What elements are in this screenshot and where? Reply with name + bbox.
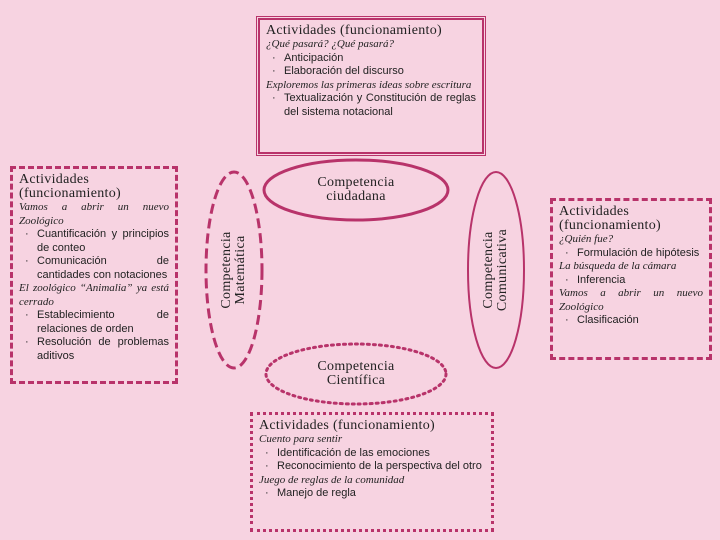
section-heading: ¿Quién fue?	[559, 233, 614, 245]
label-matematica: Competencia Matemática	[219, 231, 248, 309]
section-heading: Juego de reglas de la comunidad	[259, 473, 405, 486]
activities-box-left	[10, 166, 178, 384]
list-item: · Identificación de las emociones	[259, 447, 485, 461]
box-title: Actividades (funcionamiento)	[559, 204, 661, 233]
list-item: · Inferencia	[559, 274, 703, 288]
box-title: Actividades (funcionamiento)	[259, 418, 435, 433]
box-title: Actividades (funcionamiento)	[19, 172, 121, 201]
activities-box-top	[258, 18, 484, 154]
activities-box-bottom	[250, 412, 494, 532]
list-item: · Cuantificación y principios de conteo	[19, 228, 169, 255]
list-item: · Textualización y Constitución de reglas del sistema notacional	[266, 92, 476, 119]
label-cientifica: Competencia Científica	[317, 359, 395, 388]
section-heading: Vamos a abrir un nuevo Zoológico	[19, 201, 169, 227]
list-item: · Clasificación	[559, 314, 703, 328]
label-comunicativa: Competencia Comunicativa	[481, 228, 510, 312]
list-item: · Comunicación de cantidades con notaciones	[19, 255, 169, 282]
box-title: Actividades (funcionamiento)	[266, 23, 442, 38]
section-heading: La búsqueda de la cámara	[559, 260, 677, 272]
list-item: · Manejo de regla	[259, 487, 485, 501]
list-item: · Formulación de hipótesis	[559, 247, 703, 261]
activities-box-right	[550, 198, 712, 360]
section-heading: Cuento para sentir	[259, 433, 343, 445]
section-heading: El zoológico “Animalia” ya está cerrado	[19, 282, 169, 308]
section-heading: Exploremos las primeras ideas sobre escritura	[266, 78, 472, 91]
label-ciudadana: Competencia ciudadana	[317, 175, 395, 204]
list-item: · Anticipación	[266, 52, 476, 66]
section-heading: Vamos a abrir un nuevo Zoológico	[559, 287, 703, 313]
list-item: · Establecimiento de relaciones de orden	[19, 309, 169, 336]
section-heading: ¿Qué pasará? ¿Qué pasará?	[266, 38, 395, 50]
list-item: · Resolución de problemas aditivos	[19, 336, 169, 363]
list-item: · Elaboración del discurso	[266, 65, 476, 79]
list-item: · Reconocimiento de la perspectiva del otro	[259, 460, 485, 474]
